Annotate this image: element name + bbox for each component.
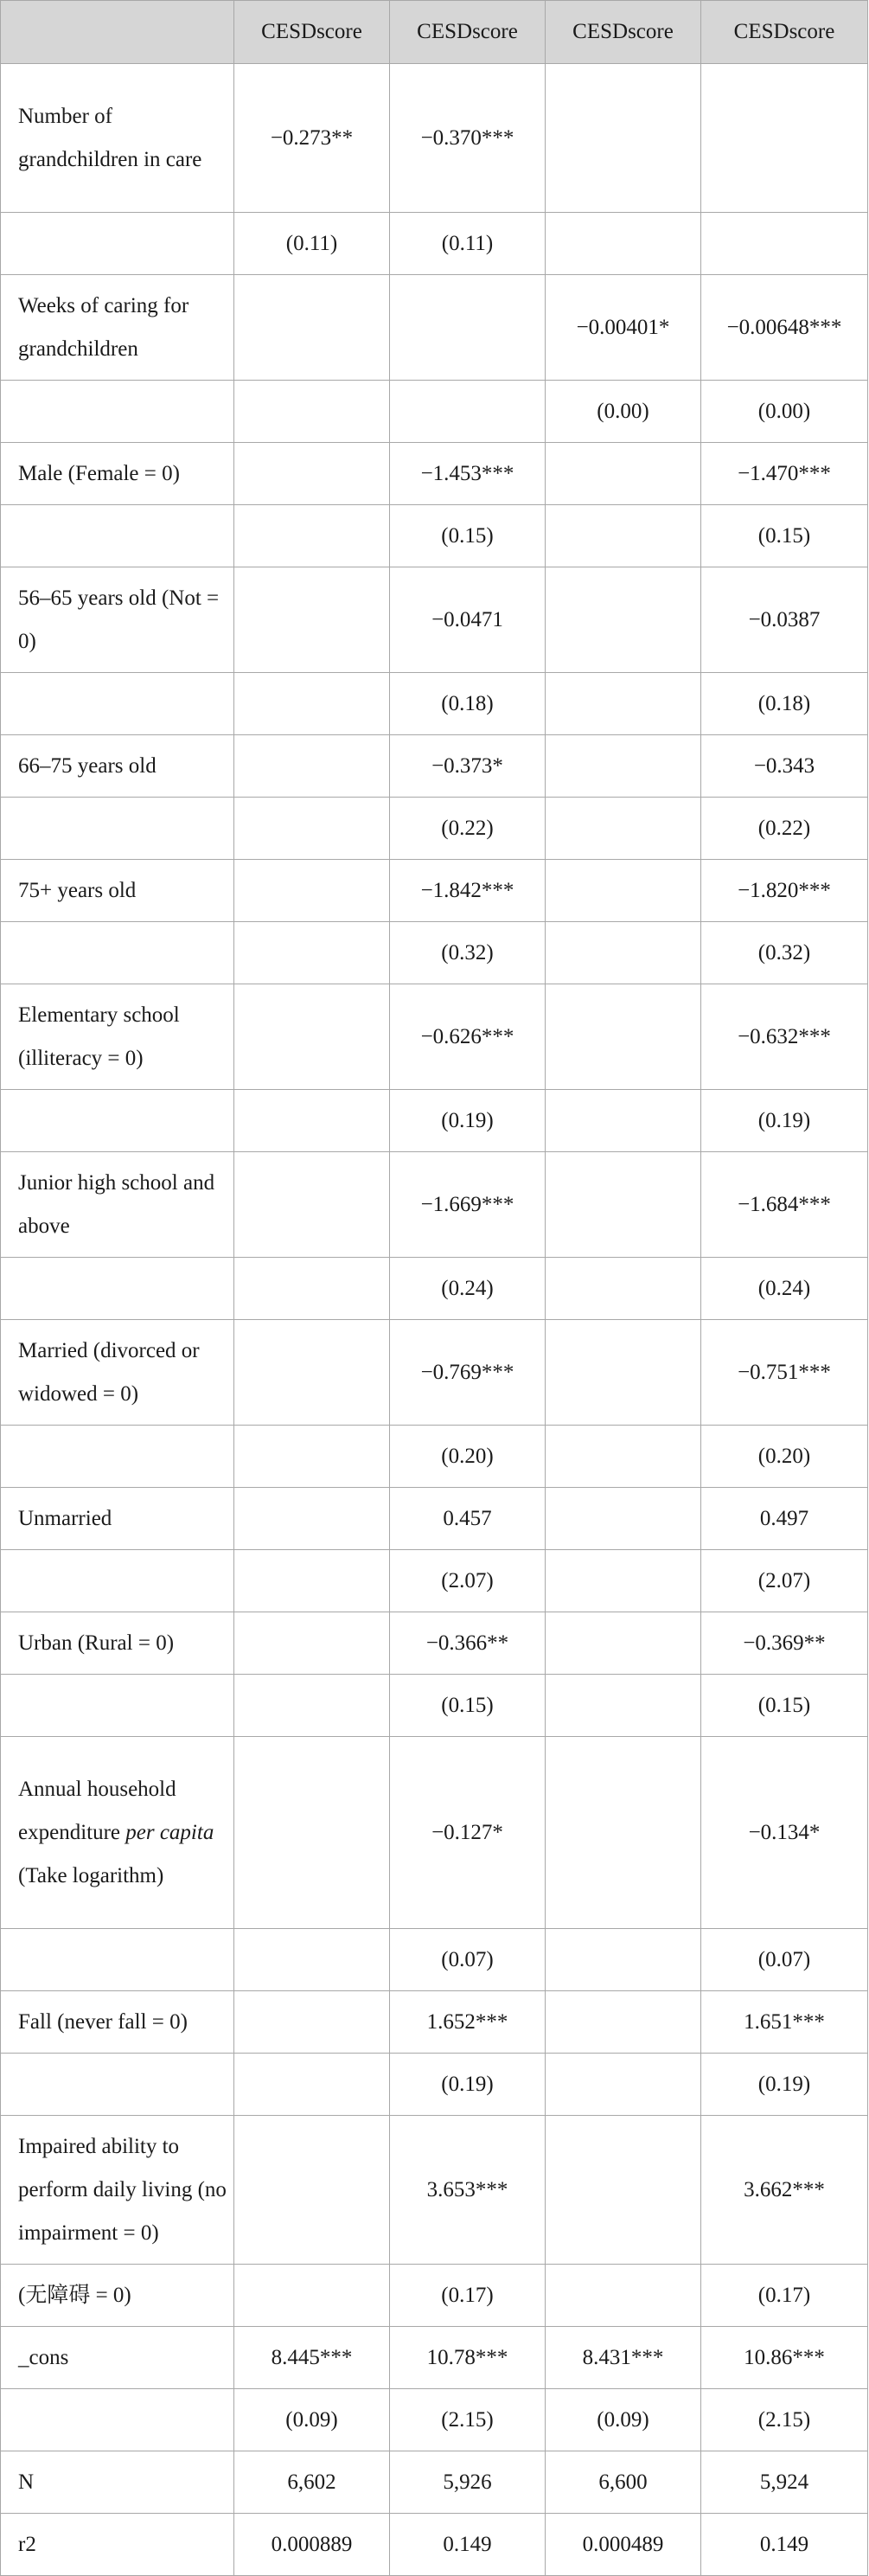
row-label-text: (无障碍 = 0)	[18, 2283, 131, 2307]
value-cell-model-3: (0.00)	[546, 381, 701, 443]
table-row	[1, 213, 868, 275]
value-cell-model-2: (0.18)	[390, 673, 546, 735]
table-row	[1, 64, 868, 213]
value-cell-model-3	[546, 213, 701, 275]
value-cell-model-1	[234, 1929, 390, 1991]
row-label-text: Fall (never fall = 0)	[18, 2009, 188, 2034]
row-label-cell	[1, 1675, 234, 1737]
row-label-cell	[1, 1737, 234, 1929]
value-cell-model-3	[546, 567, 701, 673]
value-cell-model-2: −1.842***	[390, 860, 546, 922]
value-cell-model-1	[234, 1550, 390, 1612]
table-row	[1, 1612, 868, 1675]
value-cell-model-1: 0.000889	[234, 2514, 390, 2576]
value-cell-model-2: (0.20)	[390, 1426, 546, 1488]
value-cell-model-1	[234, 2116, 390, 2265]
table-header	[1, 1, 868, 64]
value-cell-model-4: (2.07)	[701, 1550, 868, 1612]
value-cell-model-1	[234, 673, 390, 735]
value-cell-model-1	[234, 1426, 390, 1488]
value-cell-model-3	[546, 922, 701, 984]
value-cell-model-2: (0.19)	[390, 1090, 546, 1152]
row-label-cell	[1, 1090, 234, 1152]
value-cell-model-2	[390, 275, 546, 381]
table-row	[1, 2054, 868, 2116]
row-label-cell	[1, 1258, 234, 1320]
value-cell-model-4	[701, 213, 868, 275]
value-cell-model-1	[234, 1152, 390, 1258]
value-cell-model-4: −0.632***	[701, 984, 868, 1090]
value-cell-model-3	[546, 1612, 701, 1675]
row-label-text: Married (divorced or widowed = 0)	[18, 1338, 200, 1406]
header-cell-model-2: CESDscore	[390, 1, 546, 64]
row-label-cell	[1, 2054, 234, 2116]
value-cell-model-1	[234, 2054, 390, 2116]
value-cell-model-4: (0.20)	[701, 1426, 868, 1488]
value-cell-model-1	[234, 1737, 390, 1929]
row-label-cell	[1, 922, 234, 984]
row-label-text: 75+ years old	[18, 878, 137, 902]
value-cell-model-2	[390, 381, 546, 443]
value-cell-model-1	[234, 505, 390, 567]
value-cell-model-2: −0.127*	[390, 1737, 546, 1929]
table-row	[1, 1426, 868, 1488]
header-cell-model-1: CESDscore	[234, 1, 390, 64]
value-cell-model-2: (0.15)	[390, 505, 546, 567]
row-label-cell	[1, 1550, 234, 1612]
value-cell-model-1	[234, 860, 390, 922]
table-row	[1, 2389, 868, 2451]
value-cell-model-4: 1.651***	[701, 1991, 868, 2054]
value-cell-model-3	[546, 860, 701, 922]
table-row	[1, 1090, 868, 1152]
header-cell-model-3: CESDscore	[546, 1, 701, 64]
table-row	[1, 1737, 868, 1929]
value-cell-model-4: (0.19)	[701, 1090, 868, 1152]
value-cell-model-1	[234, 1991, 390, 2054]
table-row	[1, 1675, 868, 1737]
table-row	[1, 1258, 868, 1320]
table-row	[1, 2451, 868, 2514]
row-label-cell	[1, 64, 234, 213]
value-cell-model-2: 0.149	[390, 2514, 546, 2576]
row-label-cell	[1, 213, 234, 275]
value-cell-model-4: −1.684***	[701, 1152, 868, 1258]
value-cell-model-1	[234, 1258, 390, 1320]
row-label-text: Junior high school and above	[18, 1170, 215, 1238]
row-label-cell	[1, 567, 234, 673]
value-cell-model-3	[546, 1426, 701, 1488]
row-label-text: per capita	[125, 1820, 214, 1844]
value-cell-model-3	[546, 1320, 701, 1426]
value-cell-model-3	[546, 984, 701, 1090]
value-cell-model-4: (0.15)	[701, 505, 868, 567]
value-cell-model-3	[546, 1550, 701, 1612]
row-label-cell	[1, 2389, 234, 2451]
value-cell-model-2: −1.453***	[390, 443, 546, 505]
value-cell-model-2: −0.0471	[390, 567, 546, 673]
table-row	[1, 1488, 868, 1550]
row-label-text: 66–75 years old	[18, 753, 157, 778]
row-label-text: Unmarried	[18, 1506, 112, 1530]
value-cell-model-1	[234, 443, 390, 505]
row-label-cell	[1, 2451, 234, 2514]
value-cell-model-1	[234, 1612, 390, 1675]
value-cell-model-4: (0.18)	[701, 673, 868, 735]
table-row	[1, 1929, 868, 1991]
value-cell-model-3	[546, 2265, 701, 2327]
value-cell-model-3	[546, 1152, 701, 1258]
row-label-cell	[1, 798, 234, 860]
table-row	[1, 505, 868, 567]
value-cell-model-3	[546, 1675, 701, 1737]
table-row	[1, 1550, 868, 1612]
value-cell-model-2: 0.457	[390, 1488, 546, 1550]
value-cell-model-2: (0.32)	[390, 922, 546, 984]
row-label-cell	[1, 2327, 234, 2389]
value-cell-model-1: 8.445***	[234, 2327, 390, 2389]
value-cell-model-2: −0.370***	[390, 64, 546, 213]
value-cell-model-1	[234, 922, 390, 984]
value-cell-model-4: −0.134*	[701, 1737, 868, 1929]
value-cell-model-3: −0.00401*	[546, 275, 701, 381]
value-cell-model-1: (0.09)	[234, 2389, 390, 2451]
value-cell-model-4: (0.24)	[701, 1258, 868, 1320]
table-row	[1, 735, 868, 798]
row-label-cell	[1, 275, 234, 381]
value-cell-model-3	[546, 1258, 701, 1320]
value-cell-model-1: (0.11)	[234, 213, 390, 275]
value-cell-model-3	[546, 1488, 701, 1550]
value-cell-model-3	[546, 1737, 701, 1929]
header-row	[1, 1, 868, 64]
value-cell-model-3	[546, 798, 701, 860]
value-cell-model-4: (0.17)	[701, 2265, 868, 2327]
header-cell-variable	[1, 1, 234, 64]
row-label-cell	[1, 984, 234, 1090]
row-label-text: r2	[18, 2532, 36, 2556]
value-cell-model-2: −1.669***	[390, 1152, 546, 1258]
value-cell-model-2: (0.11)	[390, 213, 546, 275]
value-cell-model-3	[546, 1090, 701, 1152]
table-row	[1, 275, 868, 381]
value-cell-model-3	[546, 1991, 701, 2054]
row-label-cell	[1, 1488, 234, 1550]
row-label-text: Weeks of caring for grandchildren	[18, 293, 189, 361]
table-row	[1, 860, 868, 922]
row-label-text: Annual household expenditure	[18, 1777, 176, 1844]
value-cell-model-1: 6,602	[234, 2451, 390, 2514]
value-cell-model-2: 5,926	[390, 2451, 546, 2514]
value-cell-model-2: (0.07)	[390, 1929, 546, 1991]
row-label-text: Male (Female = 0)	[18, 461, 180, 485]
value-cell-model-4: −0.751***	[701, 1320, 868, 1426]
value-cell-model-1	[234, 1675, 390, 1737]
row-label-cell	[1, 1991, 234, 2054]
row-label-text: _cons	[18, 2345, 69, 2369]
value-cell-model-1	[234, 735, 390, 798]
table-row	[1, 381, 868, 443]
value-cell-model-3	[546, 64, 701, 213]
row-label-cell	[1, 1320, 234, 1426]
value-cell-model-4: (0.32)	[701, 922, 868, 984]
row-label-cell	[1, 2265, 234, 2327]
row-label-text: (Take logarithm)	[18, 1863, 164, 1887]
value-cell-model-2: 1.652***	[390, 1991, 546, 2054]
value-cell-model-4: −0.369**	[701, 1612, 868, 1675]
value-cell-model-4: 0.497	[701, 1488, 868, 1550]
value-cell-model-3	[546, 1929, 701, 1991]
value-cell-model-3	[546, 2054, 701, 2116]
value-cell-model-2: (0.24)	[390, 1258, 546, 1320]
value-cell-model-2: −0.769***	[390, 1320, 546, 1426]
value-cell-model-2: (0.17)	[390, 2265, 546, 2327]
value-cell-model-2: (0.15)	[390, 1675, 546, 1737]
row-label-cell	[1, 505, 234, 567]
value-cell-model-1	[234, 798, 390, 860]
row-label-cell	[1, 2514, 234, 2576]
row-label-cell	[1, 381, 234, 443]
row-label-text: Elementary school (illiteracy = 0)	[18, 1003, 180, 1070]
row-label-text: N	[18, 2470, 35, 2494]
value-cell-model-4: −0.00648***	[701, 275, 868, 381]
table-row	[1, 673, 868, 735]
value-cell-model-2: (2.15)	[390, 2389, 546, 2451]
row-label-text: Urban (Rural = 0)	[18, 1631, 175, 1655]
value-cell-model-2: −0.373*	[390, 735, 546, 798]
value-cell-model-1	[234, 984, 390, 1090]
value-cell-model-4: (0.00)	[701, 381, 868, 443]
value-cell-model-4: (0.22)	[701, 798, 868, 860]
row-label-cell	[1, 673, 234, 735]
value-cell-model-3	[546, 673, 701, 735]
value-cell-model-4: 5,924	[701, 2451, 868, 2514]
value-cell-model-1	[234, 381, 390, 443]
row-label-text: 56–65 years old (Not = 0)	[18, 586, 220, 653]
value-cell-model-4: (0.15)	[701, 1675, 868, 1737]
value-cell-model-4: −0.343	[701, 735, 868, 798]
table-row	[1, 984, 868, 1090]
value-cell-model-3: 6,600	[546, 2451, 701, 2514]
table-row	[1, 2327, 868, 2389]
value-cell-model-1	[234, 1090, 390, 1152]
table-row	[1, 922, 868, 984]
row-label-text: Number of grandchildren in care	[18, 104, 202, 171]
value-cell-model-4: (0.07)	[701, 1929, 868, 1991]
table-row	[1, 2514, 868, 2576]
value-cell-model-3	[546, 735, 701, 798]
row-label-cell	[1, 1929, 234, 1991]
row-label-cell	[1, 1152, 234, 1258]
value-cell-model-2: −0.626***	[390, 984, 546, 1090]
table-row	[1, 798, 868, 860]
row-label-cell	[1, 860, 234, 922]
table-row	[1, 2116, 868, 2265]
value-cell-model-4: −0.0387	[701, 567, 868, 673]
header-cell-model-4: CESDscore	[701, 1, 868, 64]
row-label-cell	[1, 2116, 234, 2265]
value-cell-model-3: 8.431***	[546, 2327, 701, 2389]
value-cell-model-4: −1.470***	[701, 443, 868, 505]
value-cell-model-2: −0.366**	[390, 1612, 546, 1675]
value-cell-model-1	[234, 1488, 390, 1550]
value-cell-model-2: (0.22)	[390, 798, 546, 860]
value-cell-model-1: −0.273**	[234, 64, 390, 213]
table-row	[1, 567, 868, 673]
value-cell-model-3: 0.000489	[546, 2514, 701, 2576]
row-label-text: Impaired ability to perform daily living (no impairment = 0)	[18, 2134, 227, 2245]
value-cell-model-3	[546, 505, 701, 567]
value-cell-model-2: (0.19)	[390, 2054, 546, 2116]
row-label-cell	[1, 1612, 234, 1675]
table-row	[1, 443, 868, 505]
value-cell-model-1	[234, 567, 390, 673]
value-cell-model-4: 0.149	[701, 2514, 868, 2576]
value-cell-model-1	[234, 2265, 390, 2327]
value-cell-model-2: 10.78***	[390, 2327, 546, 2389]
value-cell-model-2: 3.653***	[390, 2116, 546, 2265]
value-cell-model-4	[701, 64, 868, 213]
value-cell-model-1	[234, 1320, 390, 1426]
value-cell-model-4: 10.86***	[701, 2327, 868, 2389]
table-row	[1, 1320, 868, 1426]
value-cell-model-3	[546, 2116, 701, 2265]
row-label-cell	[1, 443, 234, 505]
row-label-cell	[1, 735, 234, 798]
value-cell-model-3: (0.09)	[546, 2389, 701, 2451]
table-body	[1, 64, 868, 2576]
value-cell-model-4: −1.820***	[701, 860, 868, 922]
value-cell-model-4: 3.662***	[701, 2116, 868, 2265]
table-row	[1, 2265, 868, 2327]
value-cell-model-3	[546, 443, 701, 505]
row-label-cell	[1, 1426, 234, 1488]
table-row	[1, 1991, 868, 2054]
value-cell-model-1	[234, 275, 390, 381]
value-cell-model-4: (0.19)	[701, 2054, 868, 2116]
value-cell-model-2: (2.07)	[390, 1550, 546, 1612]
value-cell-model-4: (2.15)	[701, 2389, 868, 2451]
table-row	[1, 1152, 868, 1258]
